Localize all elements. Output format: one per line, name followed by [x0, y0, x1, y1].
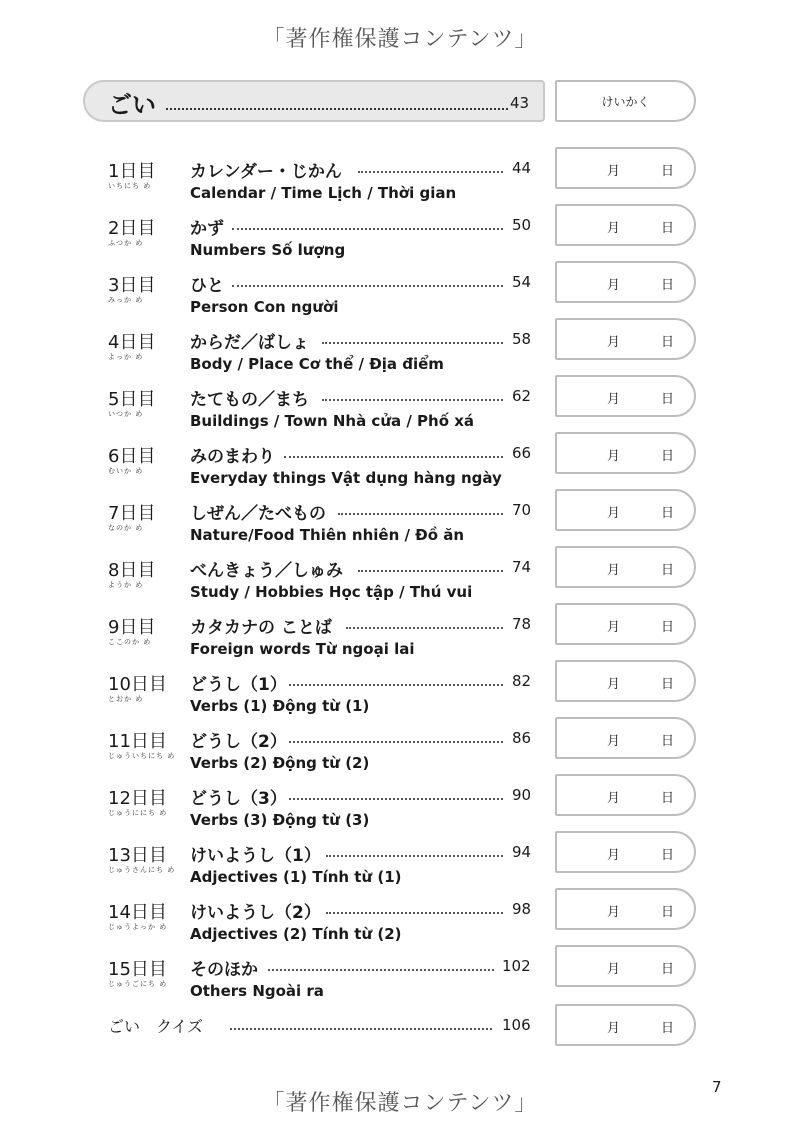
lesson-page: 74	[512, 558, 532, 576]
lesson-translation: Verbs (2) Động từ (2)	[190, 754, 370, 772]
lesson-title: そのほか	[190, 960, 258, 980]
leader-dots	[326, 855, 503, 857]
lesson-page: 62	[512, 387, 532, 405]
lesson-title: どうし（2）	[190, 732, 287, 752]
section-page: 43	[510, 94, 530, 112]
day-label: 日	[661, 563, 675, 578]
lesson-translation: Buildings / Town Nhà cửa / Phố xá	[190, 412, 475, 430]
lesson-page: 66	[512, 444, 532, 462]
leader-dots	[289, 684, 503, 686]
date-box[interactable]	[555, 546, 696, 588]
quiz-page: 106	[502, 1016, 531, 1034]
lesson-page: 94	[512, 843, 532, 861]
lesson-translation: Study / Hobbies Học tập / Thú vui	[190, 583, 473, 601]
lesson-page: 44	[512, 159, 532, 177]
lesson-title: かず	[190, 219, 224, 239]
date-box[interactable]	[555, 318, 696, 360]
day-reading: じゅういちにち め	[108, 752, 176, 760]
lesson-title: べんきょう／しゅみ	[190, 561, 343, 581]
lesson-translation: Foreign words Từ ngoại lai	[190, 640, 415, 658]
month-label: 月	[607, 734, 621, 749]
lesson-page: 58	[512, 330, 532, 348]
day-number: 14日目	[108, 902, 167, 923]
lesson-page: 78	[512, 615, 532, 633]
lesson-page: 98	[512, 900, 532, 918]
day-label: 日	[661, 620, 675, 635]
day-reading: じゅうさんにち め	[108, 866, 176, 874]
date-box[interactable]	[555, 147, 696, 189]
day-label: 日	[661, 449, 675, 464]
watermark-top: 「著作権保護コンテンツ」	[262, 27, 538, 52]
day-number: 8日目	[108, 560, 156, 581]
lesson-title: カレンダー・じかん	[190, 162, 342, 182]
lesson-translation: Others Ngoài ra	[190, 982, 324, 1000]
month-label: 月	[607, 848, 621, 863]
lesson-title: しぜん／たべもの	[190, 504, 326, 524]
day-reading: いつか め	[108, 410, 144, 418]
day-number: 6日目	[108, 446, 156, 467]
leader-dots	[358, 171, 503, 173]
leader-dots	[289, 798, 503, 800]
day-number: 10日目	[108, 674, 167, 695]
lesson-translation: Everyday things Vật dụng hàng ngày	[190, 469, 502, 487]
day-row[interactable]	[0, 955, 800, 1012]
day-reading: なのか め	[108, 524, 144, 532]
month-label: 月	[607, 335, 621, 350]
day-reading: ふつか め	[108, 239, 144, 247]
day-reading: よっか め	[108, 353, 144, 361]
lesson-title: ひと	[190, 276, 224, 296]
leader-dots	[230, 1028, 492, 1030]
day-label: 日	[661, 905, 675, 920]
date-box[interactable]	[555, 1004, 696, 1046]
day-reading: ここのか め	[108, 638, 152, 646]
day-label: 日	[661, 506, 675, 521]
month-label: 月	[607, 1021, 621, 1036]
month-label: 月	[607, 221, 621, 236]
month-label: 月	[607, 905, 621, 920]
month-label: 月	[607, 278, 621, 293]
date-box[interactable]	[555, 831, 696, 873]
date-box[interactable]	[555, 945, 696, 987]
lesson-translation: Nature/Food Thiên nhiên / Đồ ăn	[190, 526, 465, 544]
day-number: 1日目	[108, 161, 156, 182]
lesson-translation: Person Con người	[190, 298, 339, 316]
month-label: 月	[607, 392, 621, 407]
day-number: 9日目	[108, 617, 156, 638]
lesson-translation: Calendar / Time Lịch / Thời gian	[190, 184, 457, 202]
page-number: 7	[712, 1078, 722, 1096]
month-label: 月	[607, 506, 621, 521]
lesson-title: けいようし（2）	[190, 903, 321, 923]
day-reading: じゅうににち め	[108, 809, 168, 817]
day-number: 7日目	[108, 503, 156, 524]
lesson-page: 70	[512, 501, 532, 519]
leader-dots	[268, 969, 494, 971]
plan-header	[555, 80, 696, 122]
quiz-title: ごい クイズ	[108, 1017, 204, 1036]
month-label: 月	[607, 620, 621, 635]
day-number: 12日目	[108, 788, 167, 809]
leader-dots	[326, 912, 503, 914]
day-label: 日	[661, 677, 675, 692]
lesson-translation: Verbs (1) Động từ (1)	[190, 697, 370, 715]
month-label: 月	[607, 677, 621, 692]
date-box[interactable]	[555, 204, 696, 246]
day-label: 日	[661, 1021, 675, 1036]
day-reading: みっか め	[108, 296, 144, 304]
month-label: 月	[607, 164, 621, 179]
leader-dots	[289, 741, 503, 743]
day-number: 3日目	[108, 275, 156, 296]
lesson-page: 102	[502, 957, 531, 975]
date-box[interactable]	[555, 888, 696, 930]
day-number: 13日目	[108, 845, 167, 866]
lesson-translation: Adjectives (1) Tính từ (1)	[190, 868, 402, 886]
lesson-page: 54	[512, 273, 532, 291]
quiz-row[interactable]	[0, 1014, 800, 1071]
day-label: 日	[661, 848, 675, 863]
lesson-page: 50	[512, 216, 532, 234]
day-label: 日	[661, 164, 675, 179]
lesson-title: カタカナの ことば	[190, 618, 332, 638]
day-label: 日	[661, 335, 675, 350]
day-reading: いちにち め	[108, 182, 152, 190]
day-label: 日	[661, 392, 675, 407]
day-reading: じゅうごにち め	[108, 980, 168, 988]
lesson-page: 90	[512, 786, 532, 804]
day-reading: じゅうよっか め	[108, 923, 168, 931]
date-box[interactable]	[555, 774, 696, 816]
month-label: 月	[607, 563, 621, 578]
lesson-translation: Numbers Số lượng	[190, 241, 346, 259]
lesson-translation: Body / Place Cơ thể / Địa điểm	[190, 355, 444, 373]
leader-dots	[322, 342, 503, 344]
day-number: 5日目	[108, 389, 156, 410]
lesson-title: どうし（1）	[190, 675, 287, 695]
day-label: 日	[661, 278, 675, 293]
day-number: 15日目	[108, 959, 167, 980]
lesson-title: からだ／ばしょ	[190, 333, 309, 353]
leader-dots	[284, 456, 503, 458]
lesson-title: みのまわり	[190, 447, 275, 467]
watermark-bottom: 「著作権保護コンテンツ」	[262, 1091, 538, 1116]
leader-dots	[358, 570, 503, 572]
day-reading: むいか め	[108, 467, 144, 475]
date-box[interactable]	[555, 489, 696, 531]
day-number: 2日目	[108, 218, 156, 239]
leader-dots	[232, 228, 503, 230]
leader-dots	[338, 513, 503, 515]
leader-dots	[166, 108, 508, 110]
date-box[interactable]	[555, 375, 696, 417]
lesson-title: けいようし（1）	[190, 846, 321, 866]
day-number: 4日目	[108, 332, 156, 353]
day-label: 日	[661, 221, 675, 236]
section-title: ごい	[108, 91, 156, 119]
month-label: 月	[607, 962, 621, 977]
month-label: 月	[607, 449, 621, 464]
date-box[interactable]	[555, 261, 696, 303]
date-box[interactable]	[555, 717, 696, 759]
day-label: 日	[661, 791, 675, 806]
lesson-page: 86	[512, 729, 532, 747]
leader-dots	[322, 399, 503, 401]
day-label: 日	[661, 962, 675, 977]
month-label: 月	[607, 791, 621, 806]
lesson-page: 82	[512, 672, 532, 690]
leader-dots	[346, 627, 503, 629]
date-box[interactable]	[555, 603, 696, 645]
date-box[interactable]	[555, 660, 696, 702]
leader-dots	[232, 285, 503, 287]
plan-label: けいかく	[601, 94, 650, 109]
day-reading: とおか め	[108, 695, 144, 703]
date-box[interactable]	[555, 432, 696, 474]
day-number: 11日目	[108, 731, 167, 752]
lesson-title: たてもの／まち	[190, 390, 309, 410]
lesson-translation: Verbs (3) Động từ (3)	[190, 811, 370, 829]
day-label: 日	[661, 734, 675, 749]
lesson-title: どうし（3）	[190, 789, 287, 809]
day-reading: ようか め	[108, 581, 144, 589]
lesson-translation: Adjectives (2) Tính từ (2)	[190, 925, 402, 943]
